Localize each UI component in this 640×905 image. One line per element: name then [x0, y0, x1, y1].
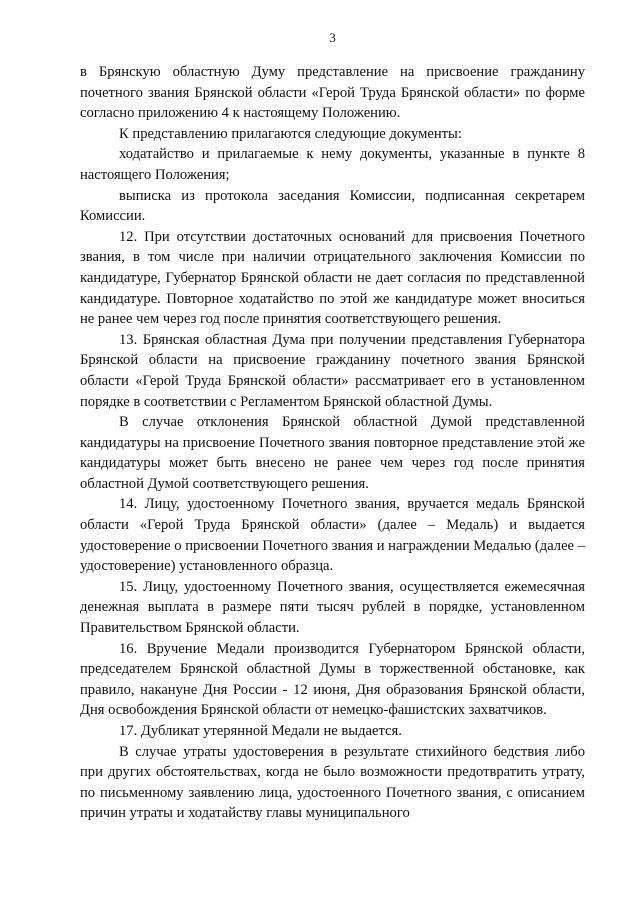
paragraph-certificate-loss: В случае утраты удостоверения в результате стихийного бедствия либо при других обстоятельствах, когда не было возможности предотвратить утрату, по письменному заявлению лица, удостоенного Почетного звания, с описанием причин утраты и ходатайству главы муниципального: [80, 743, 585, 822]
document-page: [80, 30, 585, 824]
paragraph-documents-intro: К представлению прилагаются следующие документы:: [119, 125, 462, 142]
paragraph-petition: ходатайство и прилагаемые к нему документы, указанные в пункте 8 настоящего Положения;: [80, 146, 585, 183]
paragraph-item-15: 15. Лицу, удостоенному Почетного звания, осуществляется ежемесячная денежная выплата в размере пяти тысяч рублей в порядке, установленном Правительством Брянской области.: [80, 578, 585, 637]
paragraph-rejection: В случае отклонения Брянской областной Думой представленной кандидатуры на присвоение Почетного звания повторное представление этой же кандидатуры может быть внесено не ранее чем через год после принятия областной Думой соответствующего решения.: [80, 414, 585, 492]
paragraph-item-14: 14. Лицу, удостоенному Почетного звания, вручается медаль Брянской области «Герой Труда Брянской области» (далее – Медаль) и выдается удостоверение о присвоении Почетного звания и награждении Медалью (далее – удостоверение) установленного образца.: [80, 496, 585, 575]
paragraph-item-16: 16. Вручение Медали производится Губернатором Брянской области, председателем Брянской областной Думы в торжественной обстановке, как правило, накануне Дня России - 12 июня, Дня образования Брянской области, Дня освобождения Брянской области от немецко-фашистских захватчиков.: [80, 640, 585, 719]
page-number: 3: [329, 30, 336, 45]
paragraph-item-13: 13. Брянская областная Дума при получении представления Губернатора Брянской области на присвоение гражданину почетного звания Брянской области «Герой Труда Брянской области» рассматривает его в установленном порядке в соответствии с Регламентом Брянской областной Думы.: [80, 331, 585, 410]
paragraph-item-12: 12. При отсутствии достаточных оснований для присвоения Почетного звания, в том числе при наличии отрицательного заключения Комиссии по кандидатуре, Губернатор Брянской области не дает согласия по представленной кандидатуре. Повторное ходатайство по этой же кандидатуре может вноситься не ранее чем через год после принятия соответствующего решения.: [80, 228, 585, 328]
paragraph-continuation: в Брянскую областную Думу представление на присвоение гражданину почетного звания Брянской области «Герой Труда Брянской области» по форме согласно приложению 4 к настоящему Положению.: [80, 64, 585, 122]
paragraph-protocol-extract: выписка из протокола заседания Комиссии, подписанная секретарем Комиссии.: [80, 187, 585, 225]
paragraph-item-17: 17. Дубликат утерянной Медали не выдается.: [119, 723, 402, 739]
